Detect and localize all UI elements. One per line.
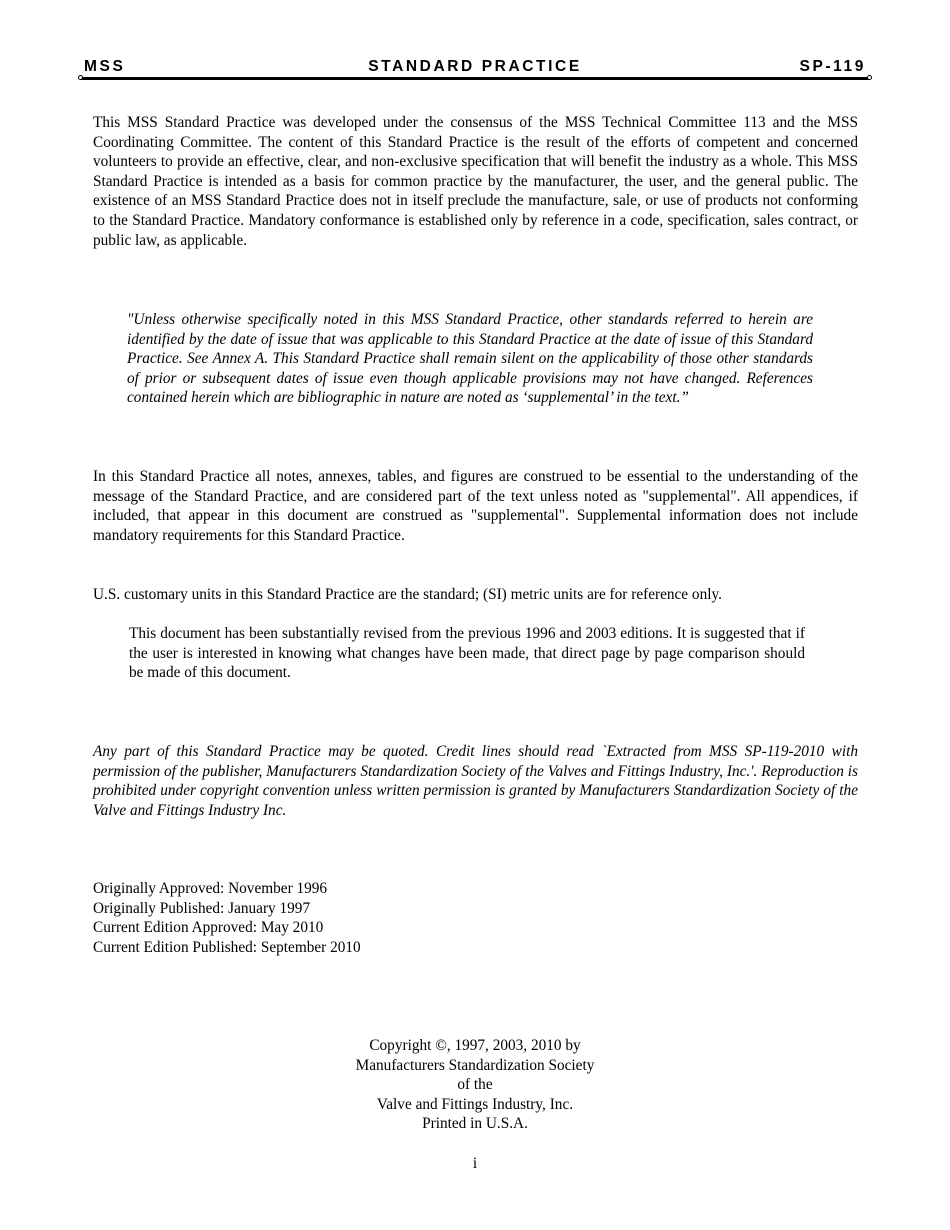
header-rule-left-cap [78,75,83,80]
approval-line: Current Edition Approved: May 2010 [93,919,324,937]
copyright-line: Manufacturers Standardization Society [355,1056,595,1074]
header-rule-right-cap [867,75,872,80]
approval-line: Current Edition Published: September 2010 [93,938,361,956]
header-rule [81,77,870,80]
units-paragraph: U.S. customary units in this Standard Practice are the standard; (SI) metric units are for reference only. [93,586,722,603]
approval-line: Originally Approved: November 1996 [93,880,328,897]
page-number: i [472,1155,478,1172]
page-header [84,58,866,78]
copyright-line: Copyright ©, 1997, 2003, 2010 by [369,1037,581,1054]
credit-paragraph: Any part of this Standard Practice may be quoted. Credit lines should read `Extracted from MSS SP-119-2010 with permission of the publisher, Manufacturers Standardization Society of the Valves and Fittings Industry, Inc.'. Reproduction is prohibited under copyright convention unless written permission is granted by Manufacturers Standardization Society of the Valve and Fittings Industry Inc. [93,743,858,819]
intro-paragraph: This MSS Standard Practice was developed under the consensus of the MSS Technical Committee 113 and the MSS Coordinating Committee. The content of this Standard Practice is the result of the efforts of competent and concerned volunteers to provide an effective, clear, and non-exclusive specification that will benefit the industry as a whole. This MSS Standard Practice is intended as a basis for common practice by the manufacturer, the user, and the general public. The existence of an MSS Standard Practice does not in itself preclude the manufacture, sale, or use of products not conforming to the Standard Practice. Mandatory conformance is established only by reference in a code, specification, sales contract, or public law, as applicable. [93,114,858,249]
revision-paragraph: This document has been substantially revised from the previous 1996 and 2003 editions. It is suggested that if the user is interested in knowing what changes have been made, that direct page by page comparison should be made of this document. [129,625,805,682]
header-title: STANDARD PRACTICE [368,58,582,75]
referenced-standards-quote: "Unless otherwise specifically noted in this MSS Standard Practice, other standards referred to herein are identified by the date of issue that was applicable to this Standard Practice at the date of issue of this Standard Practice. See Annex A. This Standard Practice shall remain silent on the applicability of those other standards of prior or subsequent dates of issue even though applicable provisions may not have changed. References contained herein which are bibliographic in nature are noted as ‘supplemental’ in the text.” [127,311,813,407]
approval-line: Originally Published: January 1997 [93,899,311,917]
header-organization: MSS [84,58,126,75]
copyright-block [275,1036,675,1134]
approval-dates [93,879,361,957]
copyright-line: Printed in U.S.A. [422,1115,528,1133]
copyright-line: of the [457,1076,493,1094]
notes-paragraph: In this Standard Practice all notes, annexes, tables, and figures are construed to be essential to the understanding of the message of the Standard Practice, and are considered part of the text unless noted as "supplemental". All appendices, if included, that appear in this document are construed as "supplemental". Supplemental information does not include mandatory requirements for this Standard Practice. [93,468,858,544]
copyright-line: Valve and Fittings Industry, Inc. [376,1095,574,1113]
header-document-number: SP-119 [799,58,866,75]
